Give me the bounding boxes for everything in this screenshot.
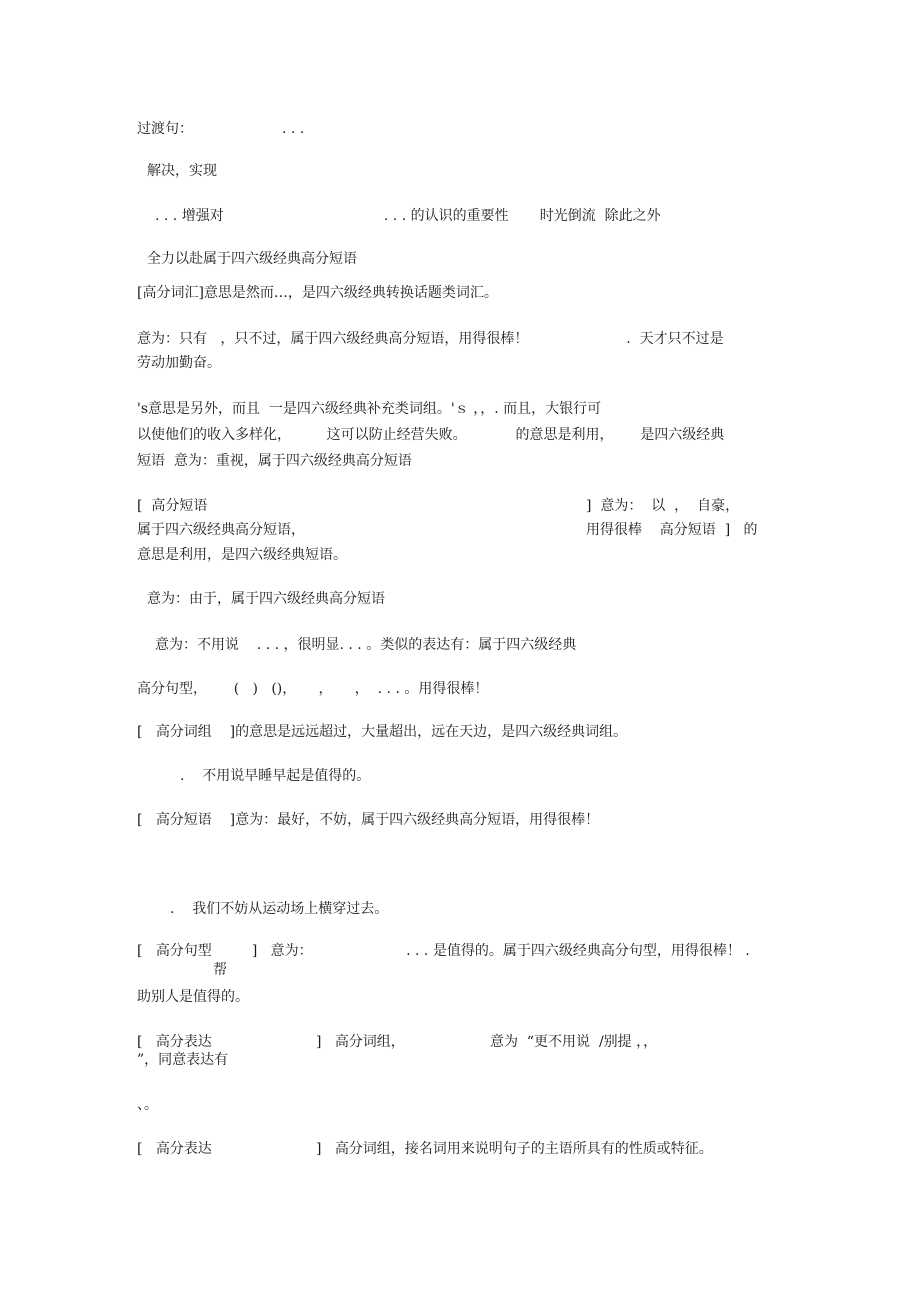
text-line: 解决，实现 <box>147 163 217 179</box>
text-line: 助别人是值得的。 <box>137 989 249 1005</box>
text-line: . 我们不妨从运动场上横穿过去。 <box>170 901 389 917</box>
text-line: [ 高分短语 ]意为：最好，不妨，属于四六级经典高分短语，用得很棒！ <box>137 812 600 828</box>
text-line: 劳动加勤奋。 <box>137 355 221 371</box>
text-line: [ 高分词组 ]的意思是远远超过，大量超出，远在天边，是四六级经典词组。 <box>137 724 628 740</box>
text-line: [ 高分句型 ] 意为： . . . 是值得的。属于四六级经典高分句型，用得很棒！ . <box>137 943 750 959</box>
text-line: 帮 <box>213 962 227 978</box>
text-line: ] 高分词组， <box>316 1034 405 1050</box>
text-line: ”，同意表达有 <box>137 1052 229 1068</box>
text-line: 意为 “更不用说 /别提 ，， <box>490 1034 658 1050</box>
text-line: 用得很棒 高分短语 ] 的 <box>586 522 758 538</box>
text-line: ] 高分词组，接名词用来说明句子的主语所具有的性质或特征。 <box>316 1141 713 1157</box>
text-line: 、。 <box>137 1097 158 1113</box>
text-line: [ 高分表达 <box>137 1034 212 1050</box>
text-line: 高分句型， ( ) ()， ， ， . . . 。用得很棒！ <box>137 681 489 697</box>
text-line: . 不用说早睡早起是值得的。 <box>180 768 371 784</box>
text-line: 意为：由于，属于四六级经典高分短语 <box>147 591 385 607</box>
text-line: 意为：只有 ，只不过，属于四六级经典高分短语，用得很棒！ . 天才只不过是 <box>137 331 724 347</box>
text-line: 以使他们的收入多样化， 这可以防止经营失败。 的意思是利用， 是四六级经典 <box>137 427 725 443</box>
text-line: 's意思是另外，而且 一是四六级经典补充类词组。'ｓ ，，. 而且，大银行可 <box>137 401 602 417</box>
text-line: 属于四六级经典高分短语， <box>137 522 305 538</box>
text-line: [ 高分短语 <box>137 498 208 514</box>
text-line: 过渡句： . . . <box>137 121 305 137</box>
text-line: . . . 增强对 . . . 的认识的重要性 时光倒流 除此之外 <box>155 208 661 224</box>
text-line: [高分词汇]意思是然而…，是四六级经典转换话题类词汇。 <box>137 285 498 301</box>
text-line: [ 高分表达 <box>137 1141 212 1157</box>
text-line: 意为：不用说 . . . ，很明显. . . 。类似的表达有：属于四六级经典 <box>155 637 577 653</box>
text-line: 全力以赴属于四六级经典高分短语 <box>147 251 357 267</box>
text-line: 意思是利用，是四六级经典短语。 <box>137 547 347 563</box>
text-line: 短语 意为：重视，属于四六级经典高分短语 <box>137 453 412 469</box>
text-line: ] 意为： 以 ， 自豪， <box>586 498 740 514</box>
